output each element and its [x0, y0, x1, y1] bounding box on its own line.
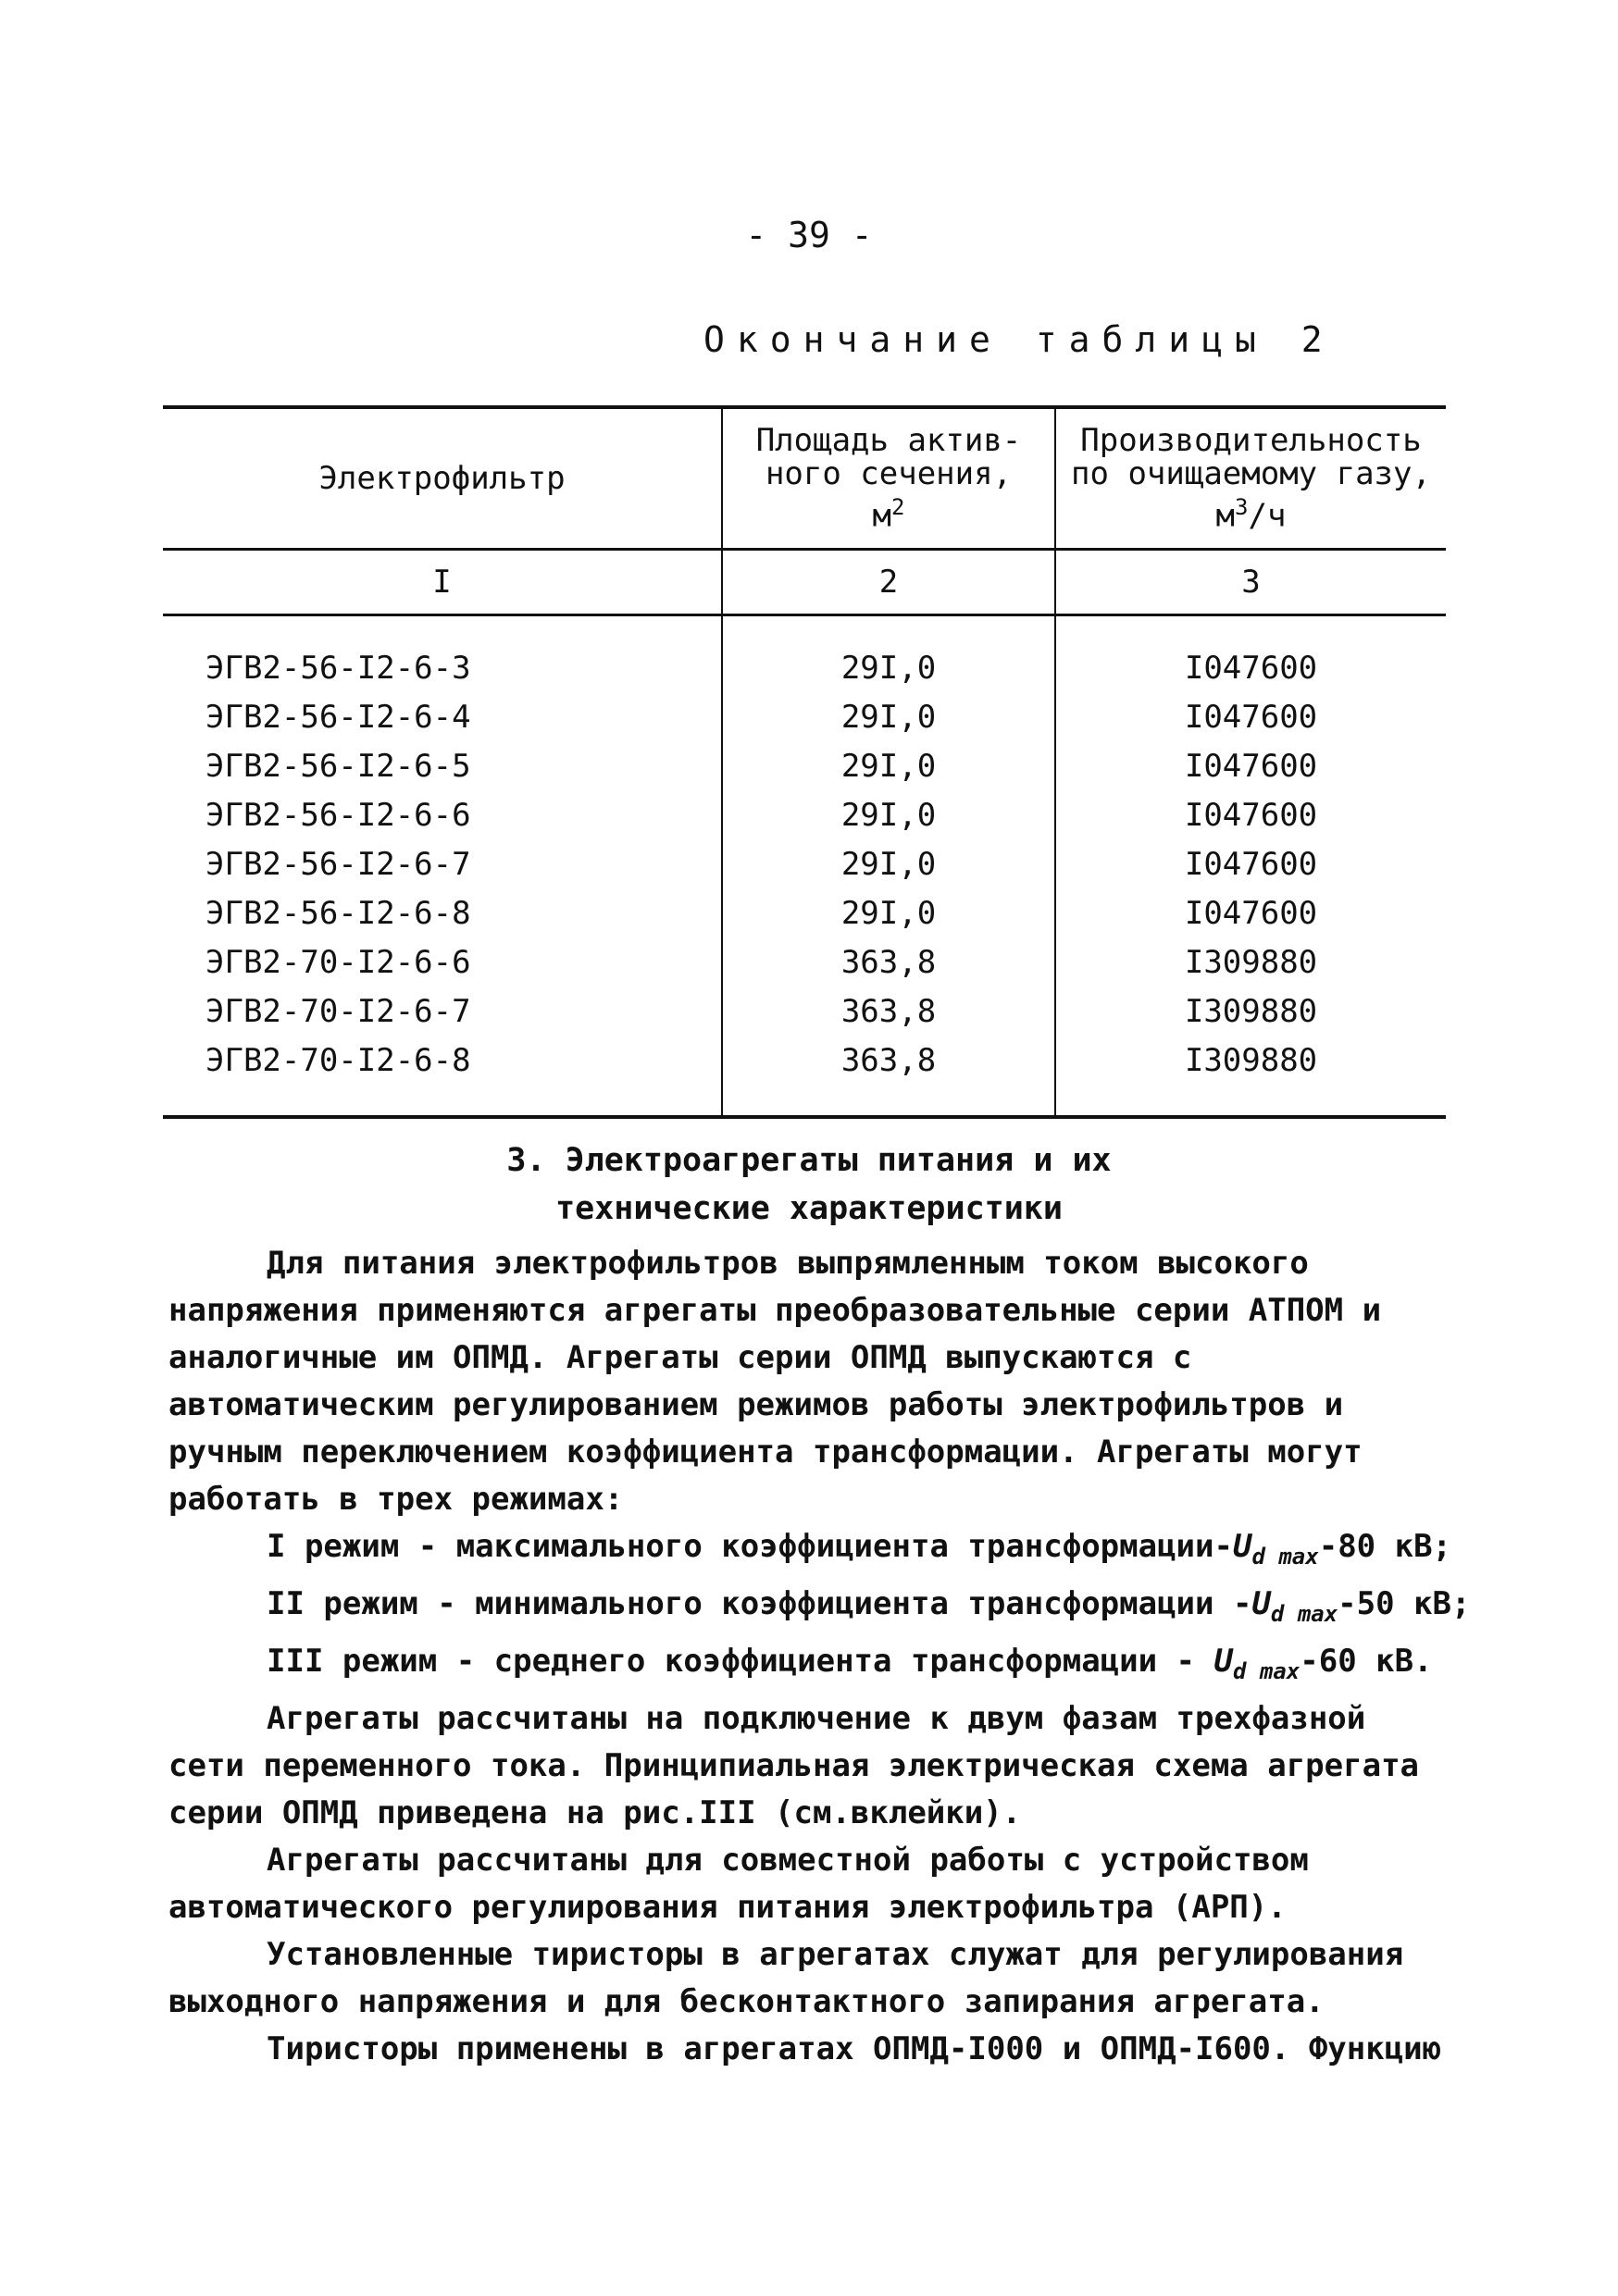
table-row — [163, 839, 1446, 888]
area-value: 29I,0 — [722, 692, 1055, 741]
column-number: I — [163, 550, 722, 615]
performance-value: I047600 — [1055, 615, 1446, 693]
area-value: 363,8 — [722, 1036, 1055, 1117]
column-number: 2 — [722, 550, 1055, 615]
paragraph: Для питания электрофильтров выпрямленным током высокого напряжения применяются агрегаты преобразовательные серии АТПОМ и аналогичные им ОПМД. Агрегаты серии ОПМД выпускаются с автоматическим регулированием режимов работы электрофильтров и ручным переключением коэффициента трансформации. Агрегаты могут работать в трех режимах: — [168, 1245, 1382, 1518]
performance-value: I047600 — [1055, 692, 1446, 741]
performance-value: I047600 — [1055, 790, 1446, 839]
table-body — [163, 615, 1446, 1118]
area-value: 29I,0 — [722, 839, 1055, 888]
performance-value: I309880 — [1055, 1036, 1446, 1117]
section-title-line: технические характеристики — [555, 1190, 1063, 1227]
performance-value: I309880 — [1055, 937, 1446, 987]
paragraph: Агрегаты рассчитаны для совместной работы с устройством автоматического регулирования питания электрофильтра (АРП). — [168, 1842, 1309, 1926]
filter-name: ЭГВ2-70-I2-6-8 — [163, 1036, 722, 1117]
filter-name: ЭГВ2-56-I2-6-6 — [205, 796, 471, 834]
performance-value: I309880 — [1055, 987, 1446, 1036]
filter-name: ЭГВ2-56-I2-6-8 — [205, 894, 471, 932]
area-value: 29I,0 — [722, 790, 1055, 839]
table-row — [163, 790, 1446, 839]
performance-value: I047600 — [1055, 741, 1446, 790]
section-heading — [0, 1136, 1618, 1233]
table-header-row — [163, 407, 1446, 550]
header-area: Площадь актив- ного сечения, $м^2$ — [722, 407, 1055, 550]
table-row — [163, 692, 1446, 741]
area-value: 363,8 — [722, 987, 1055, 1036]
table-row — [163, 1036, 1446, 1117]
table-row — [163, 888, 1446, 937]
performance-value: I047600 — [1055, 839, 1446, 888]
body-text — [168, 1240, 1471, 2073]
column-number: 3 — [1055, 550, 1446, 615]
paragraph: Тиристоры применены в агрегатах ОПМД-I000 и ОПМД-I600. Функцию — [267, 2030, 1442, 2067]
mode-line-1: I режим - максимального коэффициента трансформации-$U_{d max}-80$ кВ; — [267, 1528, 1452, 1570]
header-electrofilter: Электрофильтр — [318, 460, 566, 497]
voltage-symbol: $U_{d max}$ — [1232, 1528, 1319, 1570]
filter-name: ЭГВ2-56-I2-6-3 — [205, 649, 471, 687]
table-row — [163, 937, 1446, 987]
filter-name: ЭГВ2-70-I2-6-7 — [205, 992, 471, 1030]
area-value: 363,8 — [722, 937, 1055, 987]
column-number-row — [163, 550, 1446, 615]
header-performance: Производительность по очищаемому газу, $м^3/ч$ — [1055, 407, 1446, 550]
filter-name: ЭГВ2-56-I2-6-5 — [205, 747, 471, 785]
electrofilter-table — [163, 405, 1446, 1119]
filter-name: ЭГВ2-70-I2-6-6 — [205, 943, 471, 981]
area-value: 29I,0 — [722, 615, 1055, 693]
mode-line-2: II режим - минимального коэффициента трансформации $-U_{d max}-50$ кВ; — [267, 1585, 1471, 1627]
voltage-symbol: $U_{d max}$ — [1251, 1585, 1338, 1627]
filter-name: ЭГВ2-56-I2-6-7 — [205, 845, 471, 883]
area-value: 29I,0 — [722, 741, 1055, 790]
filter-name: ЭГВ2-56-I2-6-4 — [205, 698, 471, 736]
voltage-symbol: $U_{d max}$ — [1214, 1643, 1301, 1684]
paragraph: Установленные тиристоры в агрегатах служат для регулирования выходного напряжения и для бесконтактного запирания агрегата. — [168, 1936, 1404, 2020]
section-title-line: 3. Электроагрегаты питания и их — [506, 1142, 1112, 1179]
mode-line-3: III режим - среднего коэффициента трансформации - $U_{d max}-60$ кВ. — [267, 1643, 1433, 1684]
table-row — [163, 987, 1446, 1036]
paragraph: Агрегаты рассчитаны на подключение к двум фазам трехфазной сети переменного тока. Принципиальная электрическая схема агрегата серии ОПМД приведена на рис.III (см.вклейки). — [168, 1700, 1420, 1831]
table-row — [163, 615, 1446, 693]
table-row — [163, 741, 1446, 790]
table-caption: Окончание таблицы 2 — [703, 319, 1335, 360]
performance-value: I047600 — [1055, 888, 1446, 937]
data-table-wrapper — [163, 405, 1446, 1119]
page-number: - 39 - — [745, 215, 873, 255]
area-value: 29I,0 — [722, 888, 1055, 937]
